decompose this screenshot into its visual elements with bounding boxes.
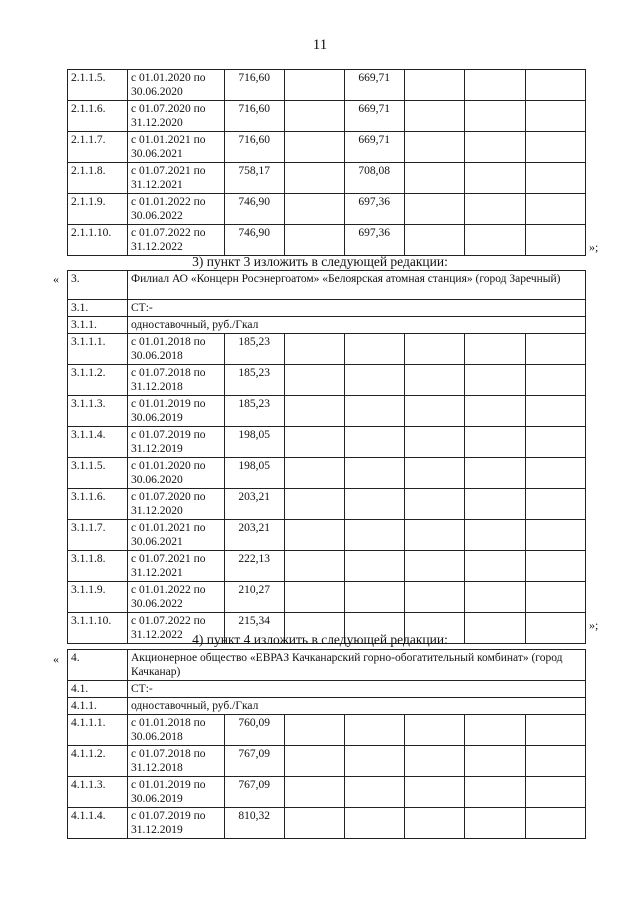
- empty-cell: [526, 427, 586, 458]
- empty-cell: [405, 70, 465, 101]
- period-cell: с 01.01.2021 по 30.06.2021: [128, 132, 225, 163]
- value-cell-2: 697,36: [345, 194, 405, 225]
- st-label: СТ:-: [128, 300, 586, 317]
- empty-cell: [345, 458, 405, 489]
- period-cell: с 01.07.2018 по 31.12.2018: [128, 365, 225, 396]
- value-cell-2: 669,71: [345, 101, 405, 132]
- empty-cell: [526, 365, 586, 396]
- empty-cell: [465, 334, 526, 365]
- empty-cell: [285, 551, 345, 582]
- period-cell: с 01.07.2019 по 31.12.2019: [128, 808, 225, 839]
- value-cell: 716,60: [225, 101, 285, 132]
- table-row: [68, 163, 586, 194]
- period-cell: с 01.01.2022 по 30.06.2022: [128, 582, 225, 613]
- empty-cell: [526, 101, 586, 132]
- value-cell: 746,90: [225, 194, 285, 225]
- empty-cell: [345, 489, 405, 520]
- period-cell: с 01.07.2018 по 31.12.2018: [128, 746, 225, 777]
- empty-cell: [526, 715, 586, 746]
- empty-cell: [526, 194, 586, 225]
- empty-cell: [405, 101, 465, 132]
- closing-quote: »;: [589, 240, 599, 254]
- tariff-table-section-4: [67, 649, 585, 839]
- value-cell: 767,09: [225, 777, 285, 808]
- value-cell: 716,60: [225, 70, 285, 101]
- table-row: [68, 489, 586, 520]
- row-number-cell: 3.1.1.7.: [68, 520, 128, 551]
- empty-cell: [345, 551, 405, 582]
- empty-cell: [405, 365, 465, 396]
- tariff-table-section-2: [67, 69, 585, 256]
- value-cell: 215,34: [225, 613, 285, 644]
- period-cell: с 01.01.2019 по 30.06.2019: [128, 777, 225, 808]
- period-cell: с 01.07.2021 по 31.12.2021: [128, 163, 225, 194]
- empty-cell: [405, 520, 465, 551]
- period-cell: с 01.07.2022 по 31.12.2022: [128, 613, 225, 644]
- table-row: [68, 365, 586, 396]
- st-number: 3.1.: [68, 300, 128, 317]
- value-cell: 185,23: [225, 334, 285, 365]
- rate-number: 3.1.1.: [68, 317, 128, 334]
- empty-cell: [526, 808, 586, 839]
- empty-cell: [526, 70, 586, 101]
- empty-cell: [285, 396, 345, 427]
- empty-cell: [465, 101, 526, 132]
- empty-cell: [285, 746, 345, 777]
- empty-cell: [526, 396, 586, 427]
- period-cell: с 01.01.2020 по 30.06.2020: [128, 70, 225, 101]
- row-number-cell: 3.1.1.3.: [68, 396, 128, 427]
- period-cell: с 01.07.2021 по 31.12.2021: [128, 551, 225, 582]
- period-cell: с 01.01.2020 по 30.06.2020: [128, 458, 225, 489]
- org-number: 3.: [68, 271, 128, 300]
- period-cell: с 01.07.2022 по 31.12.2022: [128, 225, 225, 256]
- empty-cell: [465, 132, 526, 163]
- empty-cell: [285, 520, 345, 551]
- value-cell: 758,17: [225, 163, 285, 194]
- period-cell: с 01.07.2020 по 31.12.2020: [128, 101, 225, 132]
- empty-cell: [465, 808, 526, 839]
- table-row: [68, 582, 586, 613]
- period-cell: с 01.01.2018 по 30.06.2018: [128, 334, 225, 365]
- empty-cell: [405, 777, 465, 808]
- empty-cell: [285, 458, 345, 489]
- st-label: СТ:-: [128, 681, 586, 698]
- empty-cell: [345, 746, 405, 777]
- empty-cell: [465, 582, 526, 613]
- empty-cell: [526, 458, 586, 489]
- empty-cell: [285, 808, 345, 839]
- empty-cell: [405, 396, 465, 427]
- value-cell-2: 697,36: [345, 225, 405, 256]
- table-row: [68, 458, 586, 489]
- value-cell: 198,05: [225, 458, 285, 489]
- empty-cell: [405, 427, 465, 458]
- empty-cell: [285, 777, 345, 808]
- row-number-cell: 2.1.1.9.: [68, 194, 128, 225]
- empty-cell: [285, 194, 345, 225]
- value-cell: 767,09: [225, 746, 285, 777]
- row-number-cell: 3.1.1.9.: [68, 582, 128, 613]
- table-row: [68, 132, 586, 163]
- empty-cell: [285, 334, 345, 365]
- empty-cell: [405, 334, 465, 365]
- table-row: [68, 808, 586, 839]
- empty-cell: [465, 715, 526, 746]
- value-cell: 210,27: [225, 582, 285, 613]
- value-cell: 810,32: [225, 808, 285, 839]
- org-number: 4.: [68, 650, 128, 681]
- table-row: [68, 101, 586, 132]
- empty-cell: [285, 365, 345, 396]
- section-4-heading: 4) пункт 4 изложить в следующей редакции:: [192, 632, 448, 647]
- empty-cell: [345, 396, 405, 427]
- table-row: [68, 334, 586, 365]
- empty-cell: [465, 163, 526, 194]
- table-row: [68, 746, 586, 777]
- empty-cell: [465, 194, 526, 225]
- period-cell: с 01.01.2018 по 30.06.2018: [128, 715, 225, 746]
- section-3-heading: 3) пункт 3 изложить в следующей редакции:: [192, 254, 448, 269]
- value-cell-2: 669,71: [345, 132, 405, 163]
- empty-cell: [285, 70, 345, 101]
- row-number-cell: 3.1.1.4.: [68, 427, 128, 458]
- row-number-cell: 3.1.1.6.: [68, 489, 128, 520]
- opening-quote: «: [53, 652, 59, 666]
- row-number-cell: 2.1.1.7.: [68, 132, 128, 163]
- empty-cell: [526, 163, 586, 194]
- row-number-cell: 3.1.1.2.: [68, 365, 128, 396]
- table-row: [68, 70, 586, 101]
- table-row: [68, 520, 586, 551]
- empty-cell: [285, 715, 345, 746]
- row-number-cell: 3.1.1.10.: [68, 613, 128, 644]
- empty-cell: [465, 225, 526, 256]
- row-number-cell: 4.1.1.1.: [68, 715, 128, 746]
- rate-number: 4.1.1.: [68, 698, 128, 715]
- empty-cell: [465, 396, 526, 427]
- empty-cell: [526, 582, 586, 613]
- empty-cell: [345, 582, 405, 613]
- period-cell: с 01.07.2019 по 31.12.2019: [128, 427, 225, 458]
- empty-cell: [285, 489, 345, 520]
- empty-cell: [285, 427, 345, 458]
- empty-cell: [405, 163, 465, 194]
- empty-cell: [405, 132, 465, 163]
- empty-cell: [345, 808, 405, 839]
- empty-cell: [465, 427, 526, 458]
- empty-cell: [465, 520, 526, 551]
- tariff-table-section-3: [67, 270, 585, 644]
- value-cell-2: 708,08: [345, 163, 405, 194]
- value-cell: 198,05: [225, 427, 285, 458]
- row-number-cell: 4.1.1.3.: [68, 777, 128, 808]
- empty-cell: [405, 582, 465, 613]
- period-cell: с 01.07.2020 по 31.12.2020: [128, 489, 225, 520]
- period-cell: с 01.01.2021 по 30.06.2021: [128, 520, 225, 551]
- empty-cell: [405, 746, 465, 777]
- empty-cell: [465, 777, 526, 808]
- value-cell: 203,21: [225, 520, 285, 551]
- table-row: [68, 551, 586, 582]
- empty-cell: [285, 163, 345, 194]
- empty-cell: [405, 458, 465, 489]
- rate-label: одноставочный, руб./Гкал: [128, 317, 586, 334]
- empty-cell: [345, 334, 405, 365]
- empty-cell: [285, 225, 345, 256]
- empty-cell: [405, 551, 465, 582]
- st-number: 4.1.: [68, 681, 128, 698]
- empty-cell: [405, 225, 465, 256]
- empty-cell: [465, 551, 526, 582]
- table-row: [68, 777, 586, 808]
- table-row: [68, 396, 586, 427]
- period-cell: с 01.01.2022 по 30.06.2022: [128, 194, 225, 225]
- empty-cell: [465, 489, 526, 520]
- empty-cell: [405, 194, 465, 225]
- empty-cell: [405, 808, 465, 839]
- table-row: [68, 194, 586, 225]
- rate-label: одноставочный, руб./Гкал: [128, 698, 586, 715]
- empty-cell: [345, 427, 405, 458]
- table-row: [68, 225, 586, 256]
- empty-cell: [526, 225, 586, 256]
- row-number-cell: 3.1.1.8.: [68, 551, 128, 582]
- empty-cell: [285, 101, 345, 132]
- row-number-cell: 2.1.1.6.: [68, 101, 128, 132]
- empty-cell: [285, 582, 345, 613]
- value-cell: 760,09: [225, 715, 285, 746]
- empty-cell: [345, 715, 405, 746]
- empty-cell: [465, 458, 526, 489]
- row-number-cell: 2.1.1.8.: [68, 163, 128, 194]
- closing-quote: »;: [589, 618, 599, 632]
- opening-quote: «: [53, 272, 59, 286]
- empty-cell: [526, 551, 586, 582]
- empty-cell: [526, 132, 586, 163]
- table-row: [68, 715, 586, 746]
- row-number-cell: 3.1.1.5.: [68, 458, 128, 489]
- page-number: 11: [312, 37, 328, 53]
- org-name: Акционерное общество «ЕВРАЗ Качканарский горно-обогатительный комбинат» (город Качканар): [128, 650, 586, 681]
- row-number-cell: 2.1.1.10.: [68, 225, 128, 256]
- row-number-cell: 4.1.1.2.: [68, 746, 128, 777]
- empty-cell: [345, 777, 405, 808]
- empty-cell: [285, 132, 345, 163]
- empty-cell: [345, 520, 405, 551]
- value-cell: 185,23: [225, 365, 285, 396]
- row-number-cell: 2.1.1.5.: [68, 70, 128, 101]
- empty-cell: [465, 365, 526, 396]
- empty-cell: [345, 365, 405, 396]
- empty-cell: [526, 777, 586, 808]
- empty-cell: [526, 334, 586, 365]
- empty-cell: [465, 70, 526, 101]
- value-cell: 746,90: [225, 225, 285, 256]
- value-cell: 716,60: [225, 132, 285, 163]
- empty-cell: [405, 489, 465, 520]
- empty-cell: [526, 520, 586, 551]
- value-cell-2: 669,71: [345, 70, 405, 101]
- value-cell: 185,23: [225, 396, 285, 427]
- row-number-cell: 3.1.1.1.: [68, 334, 128, 365]
- empty-cell: [405, 715, 465, 746]
- value-cell: 203,21: [225, 489, 285, 520]
- row-number-cell: 4.1.1.4.: [68, 808, 128, 839]
- table-row: [68, 427, 586, 458]
- empty-cell: [526, 489, 586, 520]
- value-cell: 222,13: [225, 551, 285, 582]
- empty-cell: [526, 746, 586, 777]
- org-name: Филиал АО «Концерн Росэнергоатом» «Белоярская атомная станция» (город Заречный): [128, 271, 586, 300]
- empty-cell: [465, 746, 526, 777]
- period-cell: с 01.01.2019 по 30.06.2019: [128, 396, 225, 427]
